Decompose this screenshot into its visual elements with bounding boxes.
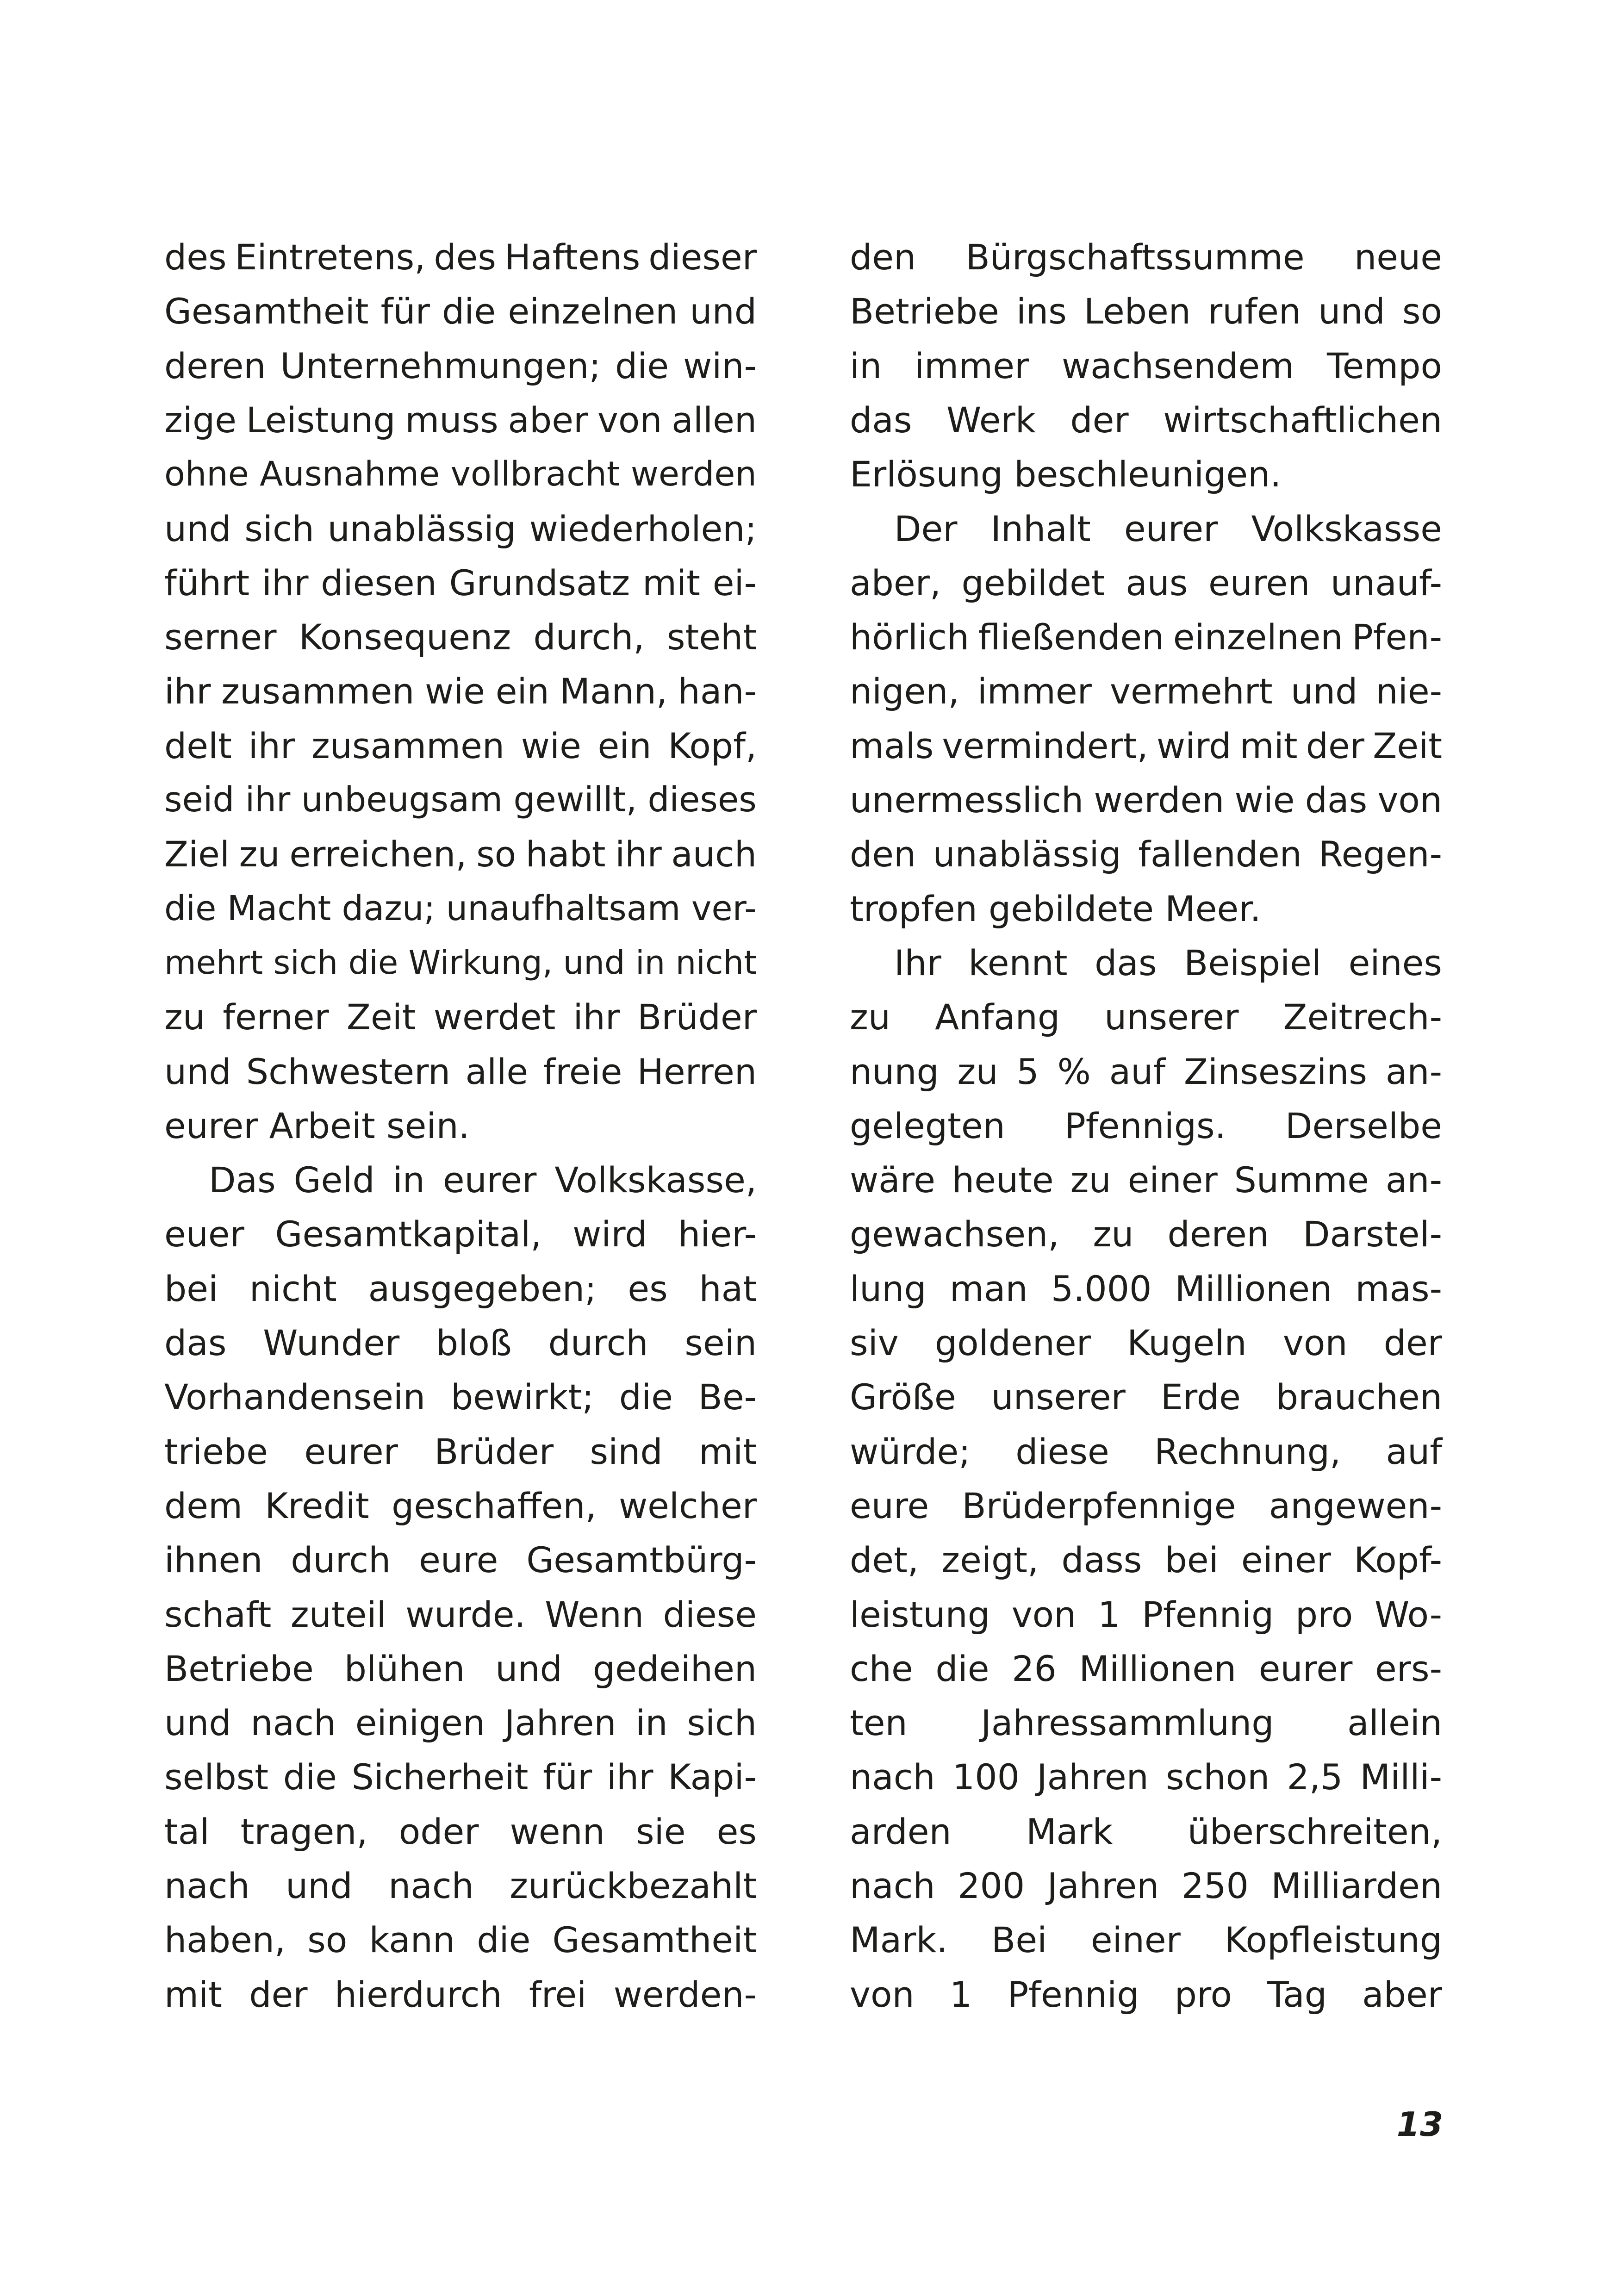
text-line: und sich unablässig wiederholen; [164, 508, 757, 549]
text-line: Mark. Bei einer Kopfleistung [850, 1919, 1442, 1961]
text-line: dem Kredit geschaffen, welcher [164, 1485, 757, 1526]
text-line: würde; diese Rechnung, auf [850, 1431, 1442, 1472]
text-line: nigen, immer vermehrt und nie- [850, 671, 1442, 712]
text-line: schaft zuteil wurde. Wenn diese [164, 1593, 757, 1635]
text-line: das Werk der wirtschaftlichen [850, 399, 1442, 441]
text-line: Der Inhalt eurer Volkskasse [894, 508, 1442, 549]
text-line: wäre heute zu einer Summe an- [850, 1159, 1442, 1201]
text-line: nach 200 Jahren 250 Milliarden [850, 1865, 1442, 1906]
text-line: Vorhandensein bewirkt; die Be- [164, 1376, 757, 1418]
text-line: ohne Ausnahme vollbracht werden [164, 454, 757, 494]
text-line: tal tragen, oder wenn sie es [164, 1811, 757, 1852]
text-line: Betriebe ins Leben rufen und so [850, 291, 1442, 332]
text-line: deren Unternehmungen; die win- [164, 345, 757, 386]
text-line: tropfen gebildete Meer. [850, 888, 1261, 929]
text-line: eurer Arbeit sein. [164, 1105, 470, 1146]
text-line: und Schwestern alle freie Herren [164, 1051, 757, 1092]
text-line: det, zeigt, dass bei einer Kopf- [850, 1539, 1442, 1581]
text-line: delt ihr zusammen wie ein Kopf, [164, 725, 757, 766]
text-line: ten Jahressammlung allein [850, 1702, 1442, 1744]
text-line: führt ihr diesen Grundsatz mit ei- [164, 562, 757, 604]
text-line: das Wunder bloß durch sein [164, 1322, 757, 1363]
text-line: nach und nach zurückbezahlt [164, 1865, 757, 1906]
text-line: ihnen durch eure Gesamtbürg- [164, 1539, 757, 1581]
text-line: Das Geld in eurer Volkskasse, [209, 1159, 757, 1201]
text-line: che die 26 Millionen eurer ers- [850, 1648, 1442, 1689]
text-line: den Bürgschaftssumme neue [850, 236, 1442, 278]
text-line: ihr zusammen wie ein Mann, han- [164, 671, 757, 712]
text-line: leistung von 1 Pfennig pro Wo- [850, 1593, 1442, 1635]
text-line: und nach einigen Jahren in sich [164, 1702, 757, 1744]
text-line: mehrt sich die Wirkung, und in nicht [164, 943, 757, 982]
text-line: mals vermindert, wird mit der Zeit [850, 725, 1442, 766]
text-line: gelegten Pfennigs. Derselbe [850, 1105, 1442, 1146]
text-line: bei nicht ausgegeben; es hat [164, 1268, 757, 1309]
text-line: Gesamtheit für die einzelnen und [164, 291, 757, 332]
text-line: gewachsen, zu deren Darstel- [850, 1213, 1442, 1255]
text-line: die Macht dazu; unaufhaltsam ver- [164, 889, 757, 928]
text-line: den unablässig fallenden Regen- [850, 834, 1442, 875]
text-line: haben, so kann die Gesamtheit [164, 1919, 757, 1961]
text-line: des Eintretens, des Haftens dieser [164, 236, 757, 278]
text-line: siv goldener Kugeln von der [850, 1322, 1442, 1363]
text-line: Ihr kennt das Beispiel eines [894, 942, 1442, 983]
text-line: eure Brüderpfennige angewen- [850, 1485, 1442, 1526]
text-line: nach 100 Jahren schon 2,5 Milli- [850, 1756, 1442, 1798]
text-line: aber, gebildet aus euren unauf- [850, 562, 1442, 604]
text-line: in immer wachsendem Tempo [850, 345, 1442, 386]
text-line: Betriebe blühen und gedeihen [164, 1648, 757, 1689]
text-line: zu ferner Zeit werdet ihr Brüder [164, 996, 757, 1038]
text-line: euer Gesamtkapital, wird hier- [164, 1213, 757, 1255]
text-line: zige Leistung muss aber von allen [164, 399, 757, 441]
text-line: triebe eurer Brüder sind mit [164, 1431, 757, 1472]
text-line: nung zu 5 % auf Zinseszins an- [850, 1051, 1442, 1092]
text-line: Erlösung beschleunigen. [850, 454, 1282, 495]
text-line: mit der hierdurch frei werden- [164, 1973, 757, 2015]
text-line: hörlich fließenden einzelnen Pfen- [850, 616, 1442, 658]
page-number: 13 [1396, 2105, 1443, 2144]
text-line: Größe unserer Erde brauchen [850, 1376, 1442, 1418]
text-line: seid ihr unbeugsam gewillt, dieses [164, 780, 757, 820]
text-line: Ziel zu erreichen, so habt ihr auch [164, 834, 757, 875]
text-line: selbst die Sicherheit für ihr Kapi- [164, 1756, 757, 1798]
text-line: zu Anfang unserer Zeitrech- [850, 996, 1442, 1038]
text-line: von 1 Pfennig pro Tag aber [850, 1973, 1442, 2015]
text-line: arden Mark überschreiten, [850, 1811, 1442, 1852]
text-line: lung man 5.000 Millionen mas- [850, 1268, 1442, 1309]
text-line: unermesslich werden wie das von [850, 779, 1442, 821]
text-line: serner Konsequenz durch, steht [164, 616, 757, 658]
